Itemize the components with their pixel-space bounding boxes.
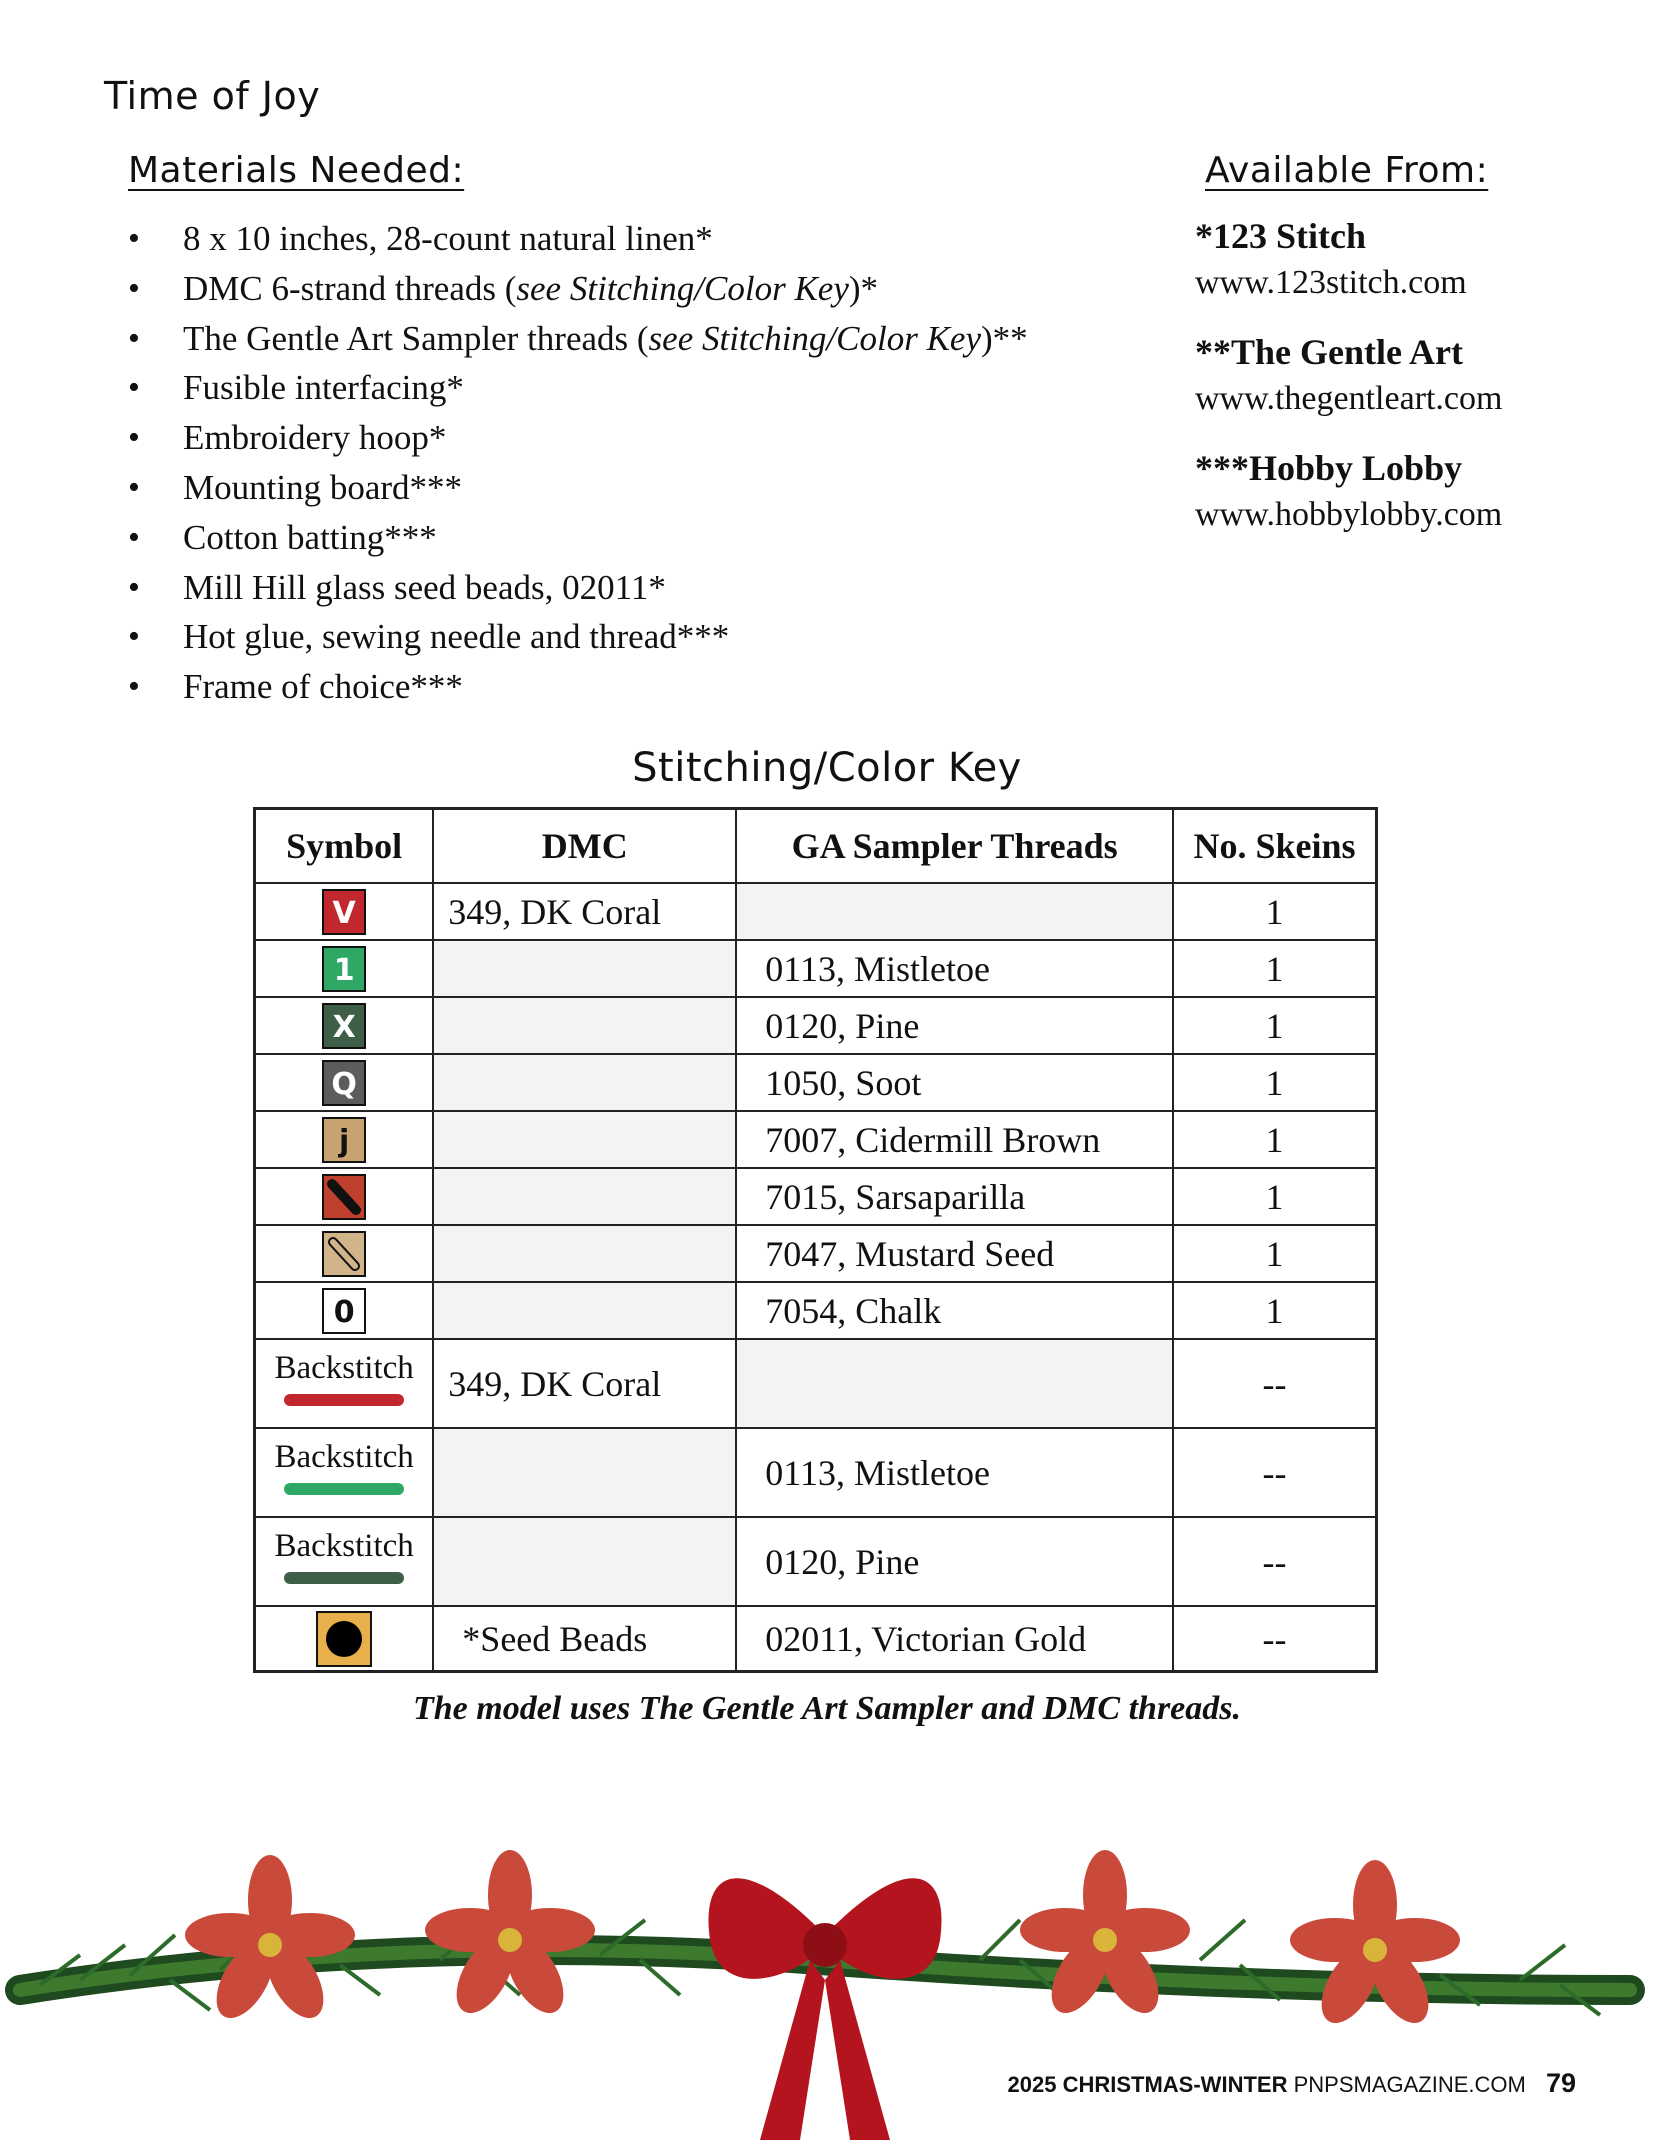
skeins-cell: -- [1173,1517,1376,1606]
table-row [255,997,1377,1054]
symbol-cell [255,940,434,997]
symbol-swatch: X [322,1003,366,1049]
diagonal-outline-icon [324,1233,364,1275]
column-header: No. Skeins [1173,809,1376,884]
ga-cell: 0120, Pine [736,1517,1173,1606]
ga-cell: 7007, Cidermill Brown [736,1111,1173,1168]
list-item: • Cotton batting*** [128,513,1028,563]
symbol-cell [255,1606,434,1672]
ga-cell: 7047, Mustard Seed [736,1225,1173,1282]
symbol-swatch: Q [322,1060,366,1106]
table-row [255,1111,1377,1168]
ga-cell: 0120, Pine [736,997,1173,1054]
skeins-cell: -- [1173,1428,1376,1517]
ga-cell: 7015, Sarsaparilla [736,1168,1173,1225]
backstitch-line [284,1483,404,1495]
skeins-cell: 1 [1173,883,1376,940]
source-name: **The Gentle Art [1195,332,1463,372]
source-name: *123 Stitch [1195,216,1366,256]
dmc-cell [433,1428,736,1517]
table-row [255,1225,1377,1282]
symbol-swatch: V [322,889,366,935]
symbol-cell [255,997,434,1054]
skeins-cell: -- [1173,1339,1376,1428]
symbol-cell [255,1282,434,1339]
backstitch-label: Backstitch [274,1438,414,1475]
page-number: 79 [1545,2068,1576,2098]
ga-cell: 0113, Mistletoe [736,1428,1173,1517]
table-caption: The model uses The Gentle Art Sampler and DMC threads. [412,1690,1242,1727]
source-url: www.thegentleart.com [1195,380,1503,417]
diagonal-bar-icon [324,1176,364,1218]
dmc-cell [433,1054,736,1111]
source-gentle-art [1195,328,1502,422]
symbol-swatch: j [322,1117,366,1163]
source-name: ***Hobby Lobby [1195,448,1463,488]
dmc-cell [433,1517,736,1606]
source-123-stitch [1195,212,1502,306]
symbol-cell [255,1225,434,1282]
site-label: PNPSMAGAZINE.COM [1293,2072,1526,2097]
ga-cell: 02011, Victorian Gold [736,1606,1173,1672]
table-row [255,1606,1377,1672]
dmc-cell [433,1225,736,1282]
source-hobby-lobby [1195,444,1502,538]
bow-icon [708,1878,941,2140]
table-header-row [255,809,1377,884]
skeins-cell: 1 [1173,1168,1376,1225]
skeins-cell: 1 [1173,1111,1376,1168]
dmc-cell [433,1111,736,1168]
symbol-swatch: 0 [322,1288,366,1334]
column-header: Symbol [255,809,434,884]
backstitch-label: Backstitch [274,1349,414,1386]
symbol-swatch [322,1231,366,1277]
symbol-swatch [322,1174,366,1220]
list-item: • Mounting board*** [128,463,1028,513]
dmc-cell [433,940,736,997]
sources-list [1195,212,1502,560]
symbol-cell [255,1168,434,1225]
materials-list [128,214,1028,712]
list-item: • Hot glue, sewing needle and thread*** [128,612,1028,662]
backstitch-line [284,1572,404,1584]
ga-cell: 1050, Soot [736,1054,1173,1111]
source-url: www.123stitch.com [1195,264,1467,301]
ga-cell: 7054, Chalk [736,1282,1173,1339]
dmc-cell [433,997,736,1054]
dmc-cell: 349, DK Coral [433,883,736,940]
table-row [255,1168,1377,1225]
list-item: • 8 x 10 inches, 28-count natural linen* [128,214,1028,264]
skeins-cell: 1 [1173,940,1376,997]
symbol-cell [255,1111,434,1168]
skeins-cell: 1 [1173,1054,1376,1111]
symbol-swatch: 1 [322,946,366,992]
ga-cell [736,1339,1173,1428]
list-item: • The Gentle Art Sampler threads (see Stitching/Color Key)** [128,314,1028,364]
page-footer [1008,2068,1576,2099]
symbol-cell [255,1054,434,1111]
materials-heading: Materials Needed: [128,150,465,191]
list-item: • DMC 6-strand threads (see Stitching/Color Key)* [128,264,1028,314]
dmc-cell: 349, DK Coral [433,1339,736,1428]
skeins-cell: 1 [1173,997,1376,1054]
column-header: GA Sampler Threads [736,809,1173,884]
skeins-cell: 1 [1173,1282,1376,1339]
available-heading: Available From: [1205,150,1489,191]
column-header: DMC [433,809,736,884]
page-title: Time of Joy [104,74,321,118]
color-key-title: Stitching/Color Key [632,745,1022,791]
table-row [255,883,1377,940]
table-row [255,1282,1377,1339]
issue-label: 2025 CHRISTMAS-WINTER [1007,2072,1288,2097]
ga-cell: 0113, Mistletoe [736,940,1173,997]
source-url: www.hobbylobby.com [1195,496,1503,533]
bead-swatch [316,1611,372,1667]
list-item: • Mill Hill glass seed beads, 02011* [128,563,1028,613]
symbol-cell [255,883,434,940]
table-row [255,1339,1377,1428]
skeins-cell: -- [1173,1606,1376,1672]
symbol-cell [255,1428,434,1517]
backstitch-line [284,1394,404,1406]
color-key-table [253,807,1378,1673]
list-item: • Frame of choice*** [128,662,1028,712]
symbol-cell [255,1517,434,1606]
bead-icon [326,1621,362,1657]
backstitch-label: Backstitch [274,1527,414,1564]
dmc-cell [433,1282,736,1339]
table-row [255,1428,1377,1517]
skeins-cell: 1 [1173,1225,1376,1282]
dmc-cell: *Seed Beads [433,1606,736,1672]
symbol-cell [255,1339,434,1428]
table-row [255,1517,1377,1606]
list-item: • Embroidery hoop* [128,413,1028,463]
table-row [255,1054,1377,1111]
list-item: • Fusible interfacing* [128,363,1028,413]
dmc-cell [433,1168,736,1225]
table-row [255,940,1377,997]
ga-cell [736,883,1173,940]
